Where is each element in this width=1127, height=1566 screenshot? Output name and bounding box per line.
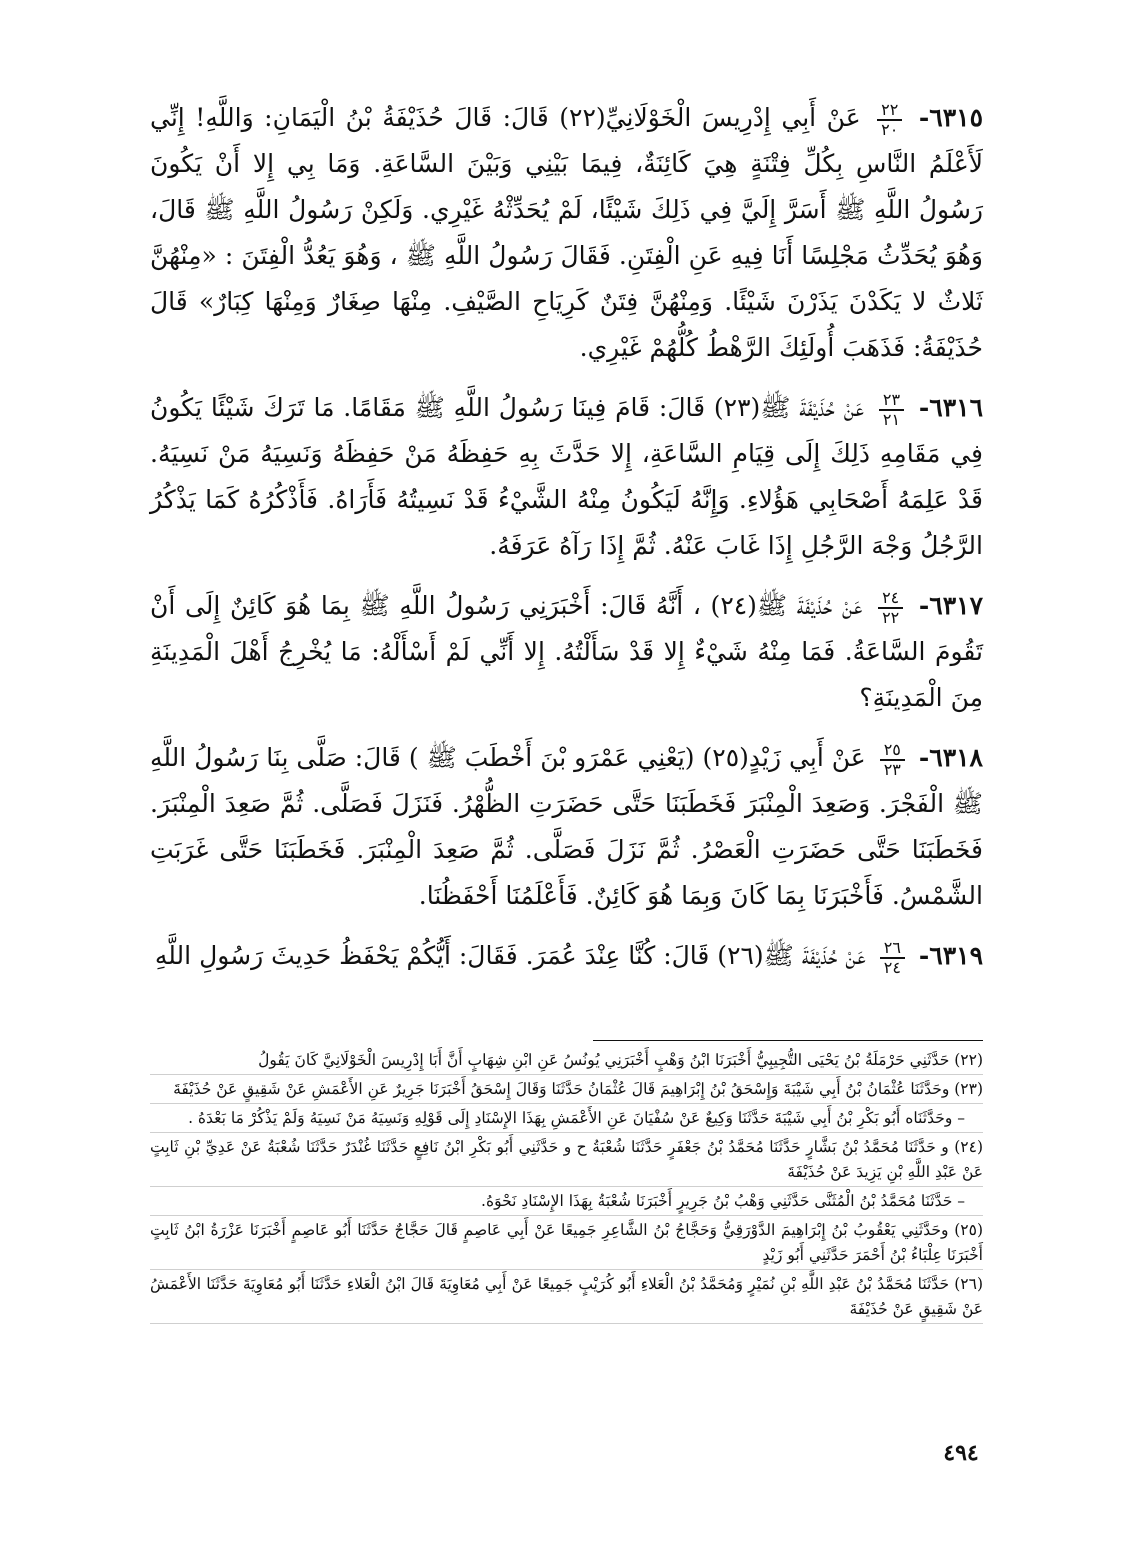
footnote-23: (٢٣) وحَدَّثَنَا عُثْمَانُ بْنُ أَبِي شَيْبَةَ وَإِسْحَقُ بْنُ إِبْرَاهِيمَ قَالَ عُثْمَانُ حَدَّثَنَا وَقَالَ إِسْحَقُ أَخْبَرَنَا جَرِيرٌ عَنِ الأَعْمَشِ عَنْ شَقِيقٍ عَنْ حُذَيْفَةَ [150, 1077, 983, 1104]
hadith-number: ٦٣١٧- [918, 591, 983, 620]
hadith-text: عَنْ حُذَيْفَةَ ﷺ(٢٤) ، أَنَّهُ قَالَ: أَخْبَرَنِي رَسُولُ اللَّهِ ﷺ بِمَا هُوَ كَائِنٌ إِلَى أَنْ تَقُومَ السَّاعَةُ. فَمَا مِنْهُ شَيْءٌ إِلا قَدْ سَأَلْتُهُ. إِلا أَنِّي لَمْ أَسْأَلْهُ: مَا يُخْرِجُ أَهْلَ الْمَدِينَةِ مِنَ الْمَدِينَةِ؟ [150, 591, 983, 712]
footnote-divider [593, 1040, 983, 1041]
hadith-6316 [150, 385, 983, 569]
hadith-text: عَنْ أَبِي زَيْدٍ(٢٥) (يَعْنِي عَمْرَو بْنَ أَخْطَبَ ﷺ ) قَالَ: صَلَّى بِنَا رَسُولُ اللَّهِ ﷺ الْفَجْرَ. وَصَعِدَ الْمِنْبَرَ فَخَطَبَنَا حَتَّى حَضَرَتِ الظُّهْرُ. فَنَزَلَ فَصَلَّى. ثُمَّ صَعِدَ الْمِنْبَرَ. فَخَطَبَنَا حَتَّى حَضَرَتِ الْعَصْرُ. ثُمَّ نَزَلَ فَصَلَّى. ثُمَّ صَعِدَ الْمِنْبَرَ. فَخَطَبَنَا حَتَّى غَرَبَتِ الشَّمْسُ. فَأَخْبَرَنَا بِمَا كَانَ وَبِمَا هُوَ كَائِنٌ. فَأَعْلَمُنَا أَحْفَظُنَا. [150, 743, 983, 910]
footnote-24-continuation: – حَدَّثَنَا مُحَمَّدُ بْنُ الْمُثَنَّى حَدَّثَنِي وَهْبُ بْنُ جَرِيرٍ أَخْبَرَنَا شُعْبَةُ بِهَذَا الإِسْنَادِ نَحْوَهُ. [150, 1189, 983, 1216]
page-number: ٤٩٤ [943, 1440, 979, 1466]
hadith-6318 [150, 735, 983, 919]
hadith-6315 [150, 95, 983, 371]
hadith-number: ٦٣١٨- [918, 743, 983, 772]
footnote-26: (٢٦) حَدَّثَنَا مُحَمَّدُ بْنُ عَبْدِ اللَّهِ بْنِ نُمَيْرٍ وَمُحَمَّدُ بْنُ الْعَلاءِ أَبُو كُرَيْبٍ جَمِيعًا عَنْ أَبِي مُعَاوِيَةَ قَالَ ابْنُ الْعَلاءِ حَدَّثَنَا أَبُو مُعَاوِيَةَ حَدَّثَنَا الأَعْمَشُ عَنْ شَقِيقٍ عَنْ حُذَيْفَةَ [150, 1272, 983, 1324]
hadith-6317 [150, 583, 983, 721]
footnote-24: (٢٤) و حَدَّثَنَا مُحَمَّدُ بْنُ بَشَّارٍ حَدَّثَنَا مُحَمَّدُ بْنُ جَعْفَرٍ حَدَّثَنَا شُعْبَةُ ح و حَدَّثَنِي أَبُو بَكْرِ ابْنُ نَافِعٍ حَدَّثَنَا غُنْدَرٌ حَدَّثَنَا شُعْبَةُ عَنْ عَدِيِّ بْنِ ثَابِتٍ عَنْ عَبْدِ اللَّهِ بْنِ يَزِيدَ عَنْ حُذَيْفَةَ [150, 1135, 983, 1187]
footnote-25: (٢٥) وحَدَّثَنِي يَعْقُوبُ بْنُ إِبْرَاهِيمَ الدَّوْرَقِيُّ وَحَجَّاجُ بْنُ الشَّاعِرِ جَمِيعًا عَنْ أَبِي عَاصِمٍ قَالَ حَجَّاجٌ حَدَّثَنَا أَبُو عَاصِمٍ أَخْبَرَنَا عَزْرَةُ ابْنُ ثَابِتٍ أَخْبَرَنَا عِلْبَاءُ بْنُ أَحْمَرَ حَدَّثَنِي أَبُو زَيْدٍ [150, 1218, 983, 1270]
hadith-text: عَنْ حُذَيْفَةَ ﷺ(٢٦) قَالَ: كُنَّا عِنْدَ عُمَرَ. فَقَالَ: أَيُّكُمْ يَحْفَظُ حَدِيثَ رَسُولِ اللَّهِ [154, 941, 866, 970]
hadith-reference-fraction: $\frac{٢٦}{٢٤}$ [880, 940, 905, 976]
hadith-6319 [150, 933, 983, 979]
footnote-22: (٢٢) حَدَّثَنِي حَرْمَلَةُ بْنُ يَحْيَى التُّجِيبِيُّ أَخْبَرَنَا ابْنُ وَهْبٍ أَخْبَرَنِي يُونُسُ عَنِ ابْنِ شِهَابٍ أَنَّ أَبَا إِدْرِيسَ الْخَوْلَانِيَّ كَانَ يَقُولُ [150, 1048, 983, 1075]
hadith-number: ٦٣١٥- [918, 103, 984, 132]
hadith-number: ٦٣١٦- [918, 393, 984, 422]
hadith-reference-fraction: $\frac{٢٢}{٢٠}$ [877, 102, 902, 138]
main-text [150, 95, 983, 993]
hadith-reference-fraction: $\frac{٢٥}{٢٣}$ [880, 742, 905, 778]
hadith-reference-fraction: $\frac{٢٤}{٢٢}$ [878, 590, 903, 626]
footnotes [150, 1048, 983, 1326]
hadith-text: عَنْ حُذَيْفَةَ ﷺ(٢٣) قَالَ: قَامَ فِينَا رَسُولُ اللَّهِ ﷺ مَقَامًا. مَا تَرَكَ شَيْئًا يَكُونُ فِي مَقَامِهِ ذَلِكَ إِلَى قِيَامِ السَّاعَةِ، إِلا حَدَّثَ بِهِ حَفِظَهُ مَنْ حَفِظَهُ وَنَسِيَهُ مَنْ نَسِيَهُ. قَدْ عَلِمَهُ أَصْحَابِي هَؤُلاءِ. وَإِنَّهُ لَيَكُونُ مِنْهُ الشَّيْءُ قَدْ نَسِيتُهُ فَأَرَاهُ. فَأَذْكُرُهُ كَمَا يَذْكُرُ الرَّجُلُ وَجْهَ الرَّجُلِ إِذَا غَابَ عَنْهُ. ثُمَّ إِذَا رَآهُ عَرَفَهُ. [150, 393, 983, 560]
hadith-text: عَنْ أَبِي إِدْرِيسَ الْخَوْلَانِيِّ(٢٢) قَالَ: قَالَ حُذَيْفَةُ بْنُ الْيَمَانِ: وَاللَّهِ! إِنِّي لَأَعْلَمُ النَّاسِ بِكُلِّ فِتْنَةٍ هِيَ كَائِنَةٌ، فِيمَا بَيْنِي وَبَيْنَ السَّاعَةِ. وَمَا بِي إِلا أَنْ يَكُونَ رَسُولُ اللَّهِ ﷺ أَسَرَّ إِلَيَّ فِي ذَلِكَ شَيْئًا، لَمْ يُحَدِّثْهُ غَيْرِي. وَلَكِنْ رَسُولُ اللَّهِ ﷺ قَالَ، وَهُوَ يُحَدِّثُ مَجْلِسًا أَنَا فِيهِ عَنِ الْفِتَنِ. فَقَالَ رَسُولُ اللَّهِ ﷺ ، وَهُوَ يَعُدُّ الْفِتَنَ : «مِنْهُنَّ ثَلاثٌ لا يَكَدْنَ يَذَرْنَ شَيْئًا. وَمِنْهُنَّ فِتَنٌ كَرِيَاحِ الصَّيْفِ. مِنْهَا صِغَارٌ وَمِنْهَا كِبَارٌ» قَالَ حُذَيْفَةُ: فَذَهَبَ أُولَئِكَ الرَّهْطُ كُلُّهُمْ غَيْرِي. [150, 103, 983, 362]
hadith-number: ٦٣١٩- [918, 941, 983, 970]
hadith-reference-fraction: $\frac{٢٣}{٢١}$ [879, 392, 904, 428]
footnote-23-continuation: – وحَدَّثَنَاه أَبُو بَكْرِ بْنُ أَبِي شَيْبَةَ حَدَّثَنَا وَكِيعٌ عَنْ سُفْيَانَ عَنِ الأَعْمَشِ بِهَذَا الإِسْنَادِ إِلَى قَوْلِهِ وَنَسِيَهُ مَنْ نَسِيَهُ وَلَمْ يَذْكُرْ مَا بَعْدَهُ . [150, 1106, 983, 1133]
